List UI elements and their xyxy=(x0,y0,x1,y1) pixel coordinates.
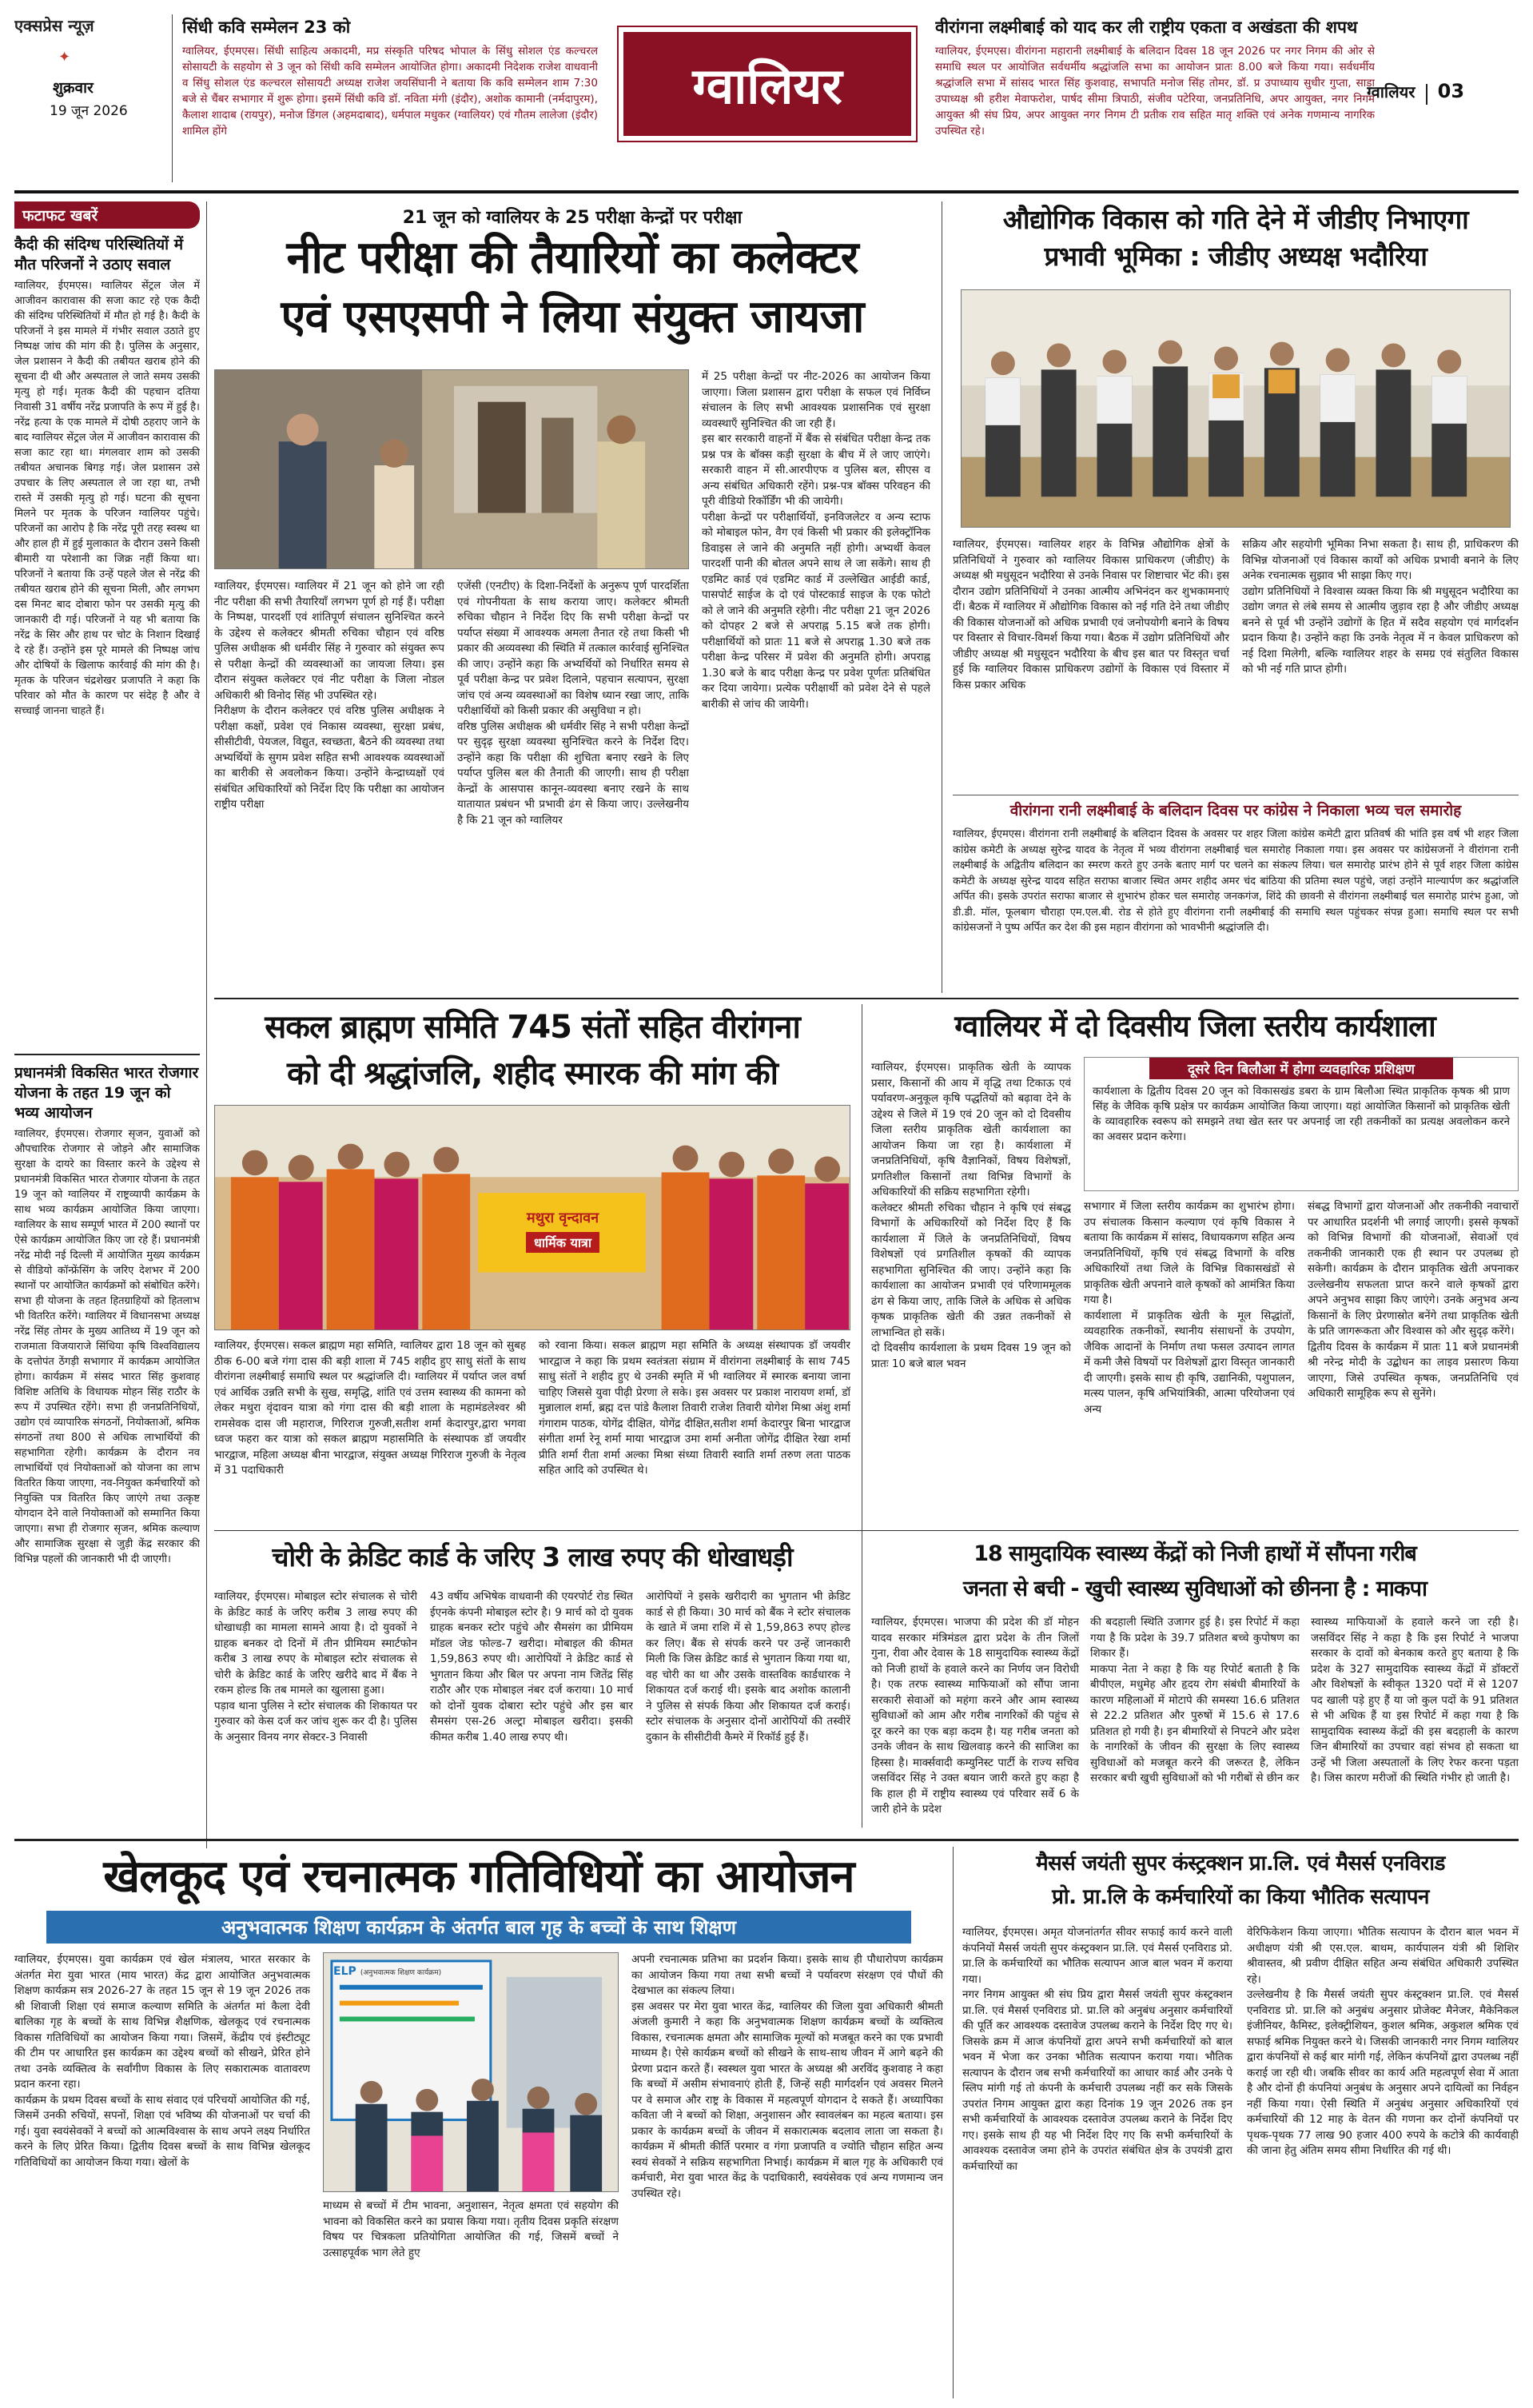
workshop-subhead-box xyxy=(1084,1057,1519,1191)
sidebar-header xyxy=(14,201,200,229)
gda-headline-line1: औद्योगिक विकास को गति देने में जीडीए निभाएगा xyxy=(1002,204,1469,235)
credit-story xyxy=(214,1537,850,1832)
center-rule-bottom xyxy=(953,1847,954,2398)
health-headline-line2: जनता से बची - खुची स्वास्थ्य सुविधाओं को छीनना है : माकपा xyxy=(963,1577,1427,1601)
jayanti-column-2: वेरिफिकेशन किया जाएगा। भौतिक सत्यापन के दौरान बाल भवन में अधीक्षण यंत्री श्री एस.एल. बाथम, कार्यपालन यंत्री श्री शिशिर श्रीवास्तव, श्री प्रवीण दीक्षित सहित अन्य संबंधित अधिकारी उपस्थित रहे। उल्लेखनीय है कि मैसर्स जयंती सुपर कंस्ट्रक्शन प्रा.लि. एवं मैसर्स एनविराड प्रो. प्रा.लि को अनुबंध अनुसार प्रोजेक्ट मैनेजर, मैकेनिकल इंजीनियर, कैमिस्ट, इलेक्ट्रीशियन, कुशल श्रमिक, अकुशल श्रमिक एवं सफाई श्रमिक नियुक्त करने थे। जिसकी जानकारी नगर निगम ग्वालियर द्वारा कंपनियों से कई बार मांगी गई, लेकिन कंपनियों द्वारा उपलब्ध नहीं कराई जा रही थी। जबकि सीवर का कार्य अति महत्वपूर्ण सेवा में आता है और दोनों ही कंपनियां अनुबंध के अनुसार अपने दायित्वों का निर्वहन नहीं किया गया। ऐसी स्थिति में अनुबंध अनुसार अधिकारियों एवं कर्मचारियों की 12 माह के वेतन की गणना कर दोनों कंपनियों पर पृथक-पृथक 77 लाख 90 हजार 400 रुपये के कटोत्रे की कार्यवाही की जाना हेतु अंतिम समय सीमा निर्धारित की गई थी। xyxy=(1247,1926,1519,2157)
health-column-2: की बदहाली स्थिति उजागर हुई है। इस रिपोर्ट में कहा गया है कि प्रदेश के 39.7 प्रतिशत बच्चे कुपोषण का शिकार हैं। माकपा नेता ने कहा है कि यह रिपोर्ट बताती है कि बीपीएल, मधुमेह और हृदय रोग संबंधी बीमारियों के कारण महिलाओं में मोटापे की समस्या 16.6 प्रतिशत से 22.2 प्रतिशत और पुरुषों में 15.6 से 17.6 प्रतिशत हो गयी है। इन बीमारियों से निपटने और प्रदेश के नागरिकों के जीवन की सुरक्षा के लिए स्वास्थ्य सुविधाओं को मजबूत करने की जरूरत है, लेकिन सरकार बची खुची सुविधाओं को भी गरीबों से छीन कर xyxy=(1090,1616,1300,1784)
workshop-lead-column: ग्वालियर, ईएमएस। प्राकृतिक खेती के व्यापक प्रसार, किसानों की आय में वृद्धि तथा टिकाऊ एवं पर्यावरण-अनुकूल कृषि पद्धतियों को बढ़ावा देने के उद्देश्य से जिले में 19 एवं 20 जून को दो दिवसीय जिला स्तरीय प्राकृतिक खेती कार्यशाला का आयोजन किया जा रहा है। कार्यशाला में जनप्रतिनिधियों, कृषि वैज्ञानिकों, विषय विशेषज्ञों, प्रगतिशील किसानों तथा विभिन्न विभागों के अधिकारियों की सक्रिय सहभागिता रहेगी। कलेक्टर श्रीमती रुचिका चौहान ने कृषि एवं संबद्ध विभागों के अधिकारियों को निर्देश दिए हैं कि कार्यशाला में जिले के जनप्रतिनिधियों, विषय विशेषज्ञों एवं प्रगतिशील कृषकों की व्यापक सहभागिता सुनिश्चित की जाए। उन्होंने कहा कि कार्यशाला का आयोजन प्रभावी एवं परिणाममूलक ढंग से किया जाए, ताकि जिले के अधिक से अधिक कृषक प्राकृतिक खेती की उन्नत तकनीकों से लाभान्वित हो सकें। दो दिवसीय कार्यशाला के प्रथम दिवस 19 जून को प्रातः 10 बजे बाल भवन xyxy=(871,1061,1071,1370)
neet-headline-line2: एवं एसएसपी ने लिया संयुक्त जायजा xyxy=(281,291,864,343)
teaser-left xyxy=(182,16,598,184)
sports-story xyxy=(14,1847,943,2398)
brahmin-banner-line1: मथुरा वृन्दावन xyxy=(526,1210,599,1226)
masthead-date: 19 जून 2026 xyxy=(50,103,128,119)
page-number: 03 xyxy=(1437,80,1465,102)
gda-story xyxy=(953,201,1519,791)
congress-story xyxy=(953,799,1519,991)
brahmin-banner-line2: धार्मिक यात्रा xyxy=(526,1232,599,1253)
page-marker xyxy=(1367,80,1527,112)
credit-headline: चोरी के क्रेडिट कार्ड के जरिए 3 लाख रुपए की धोखाधड़ी xyxy=(272,1541,793,1573)
masthead-divider xyxy=(172,14,173,182)
sports-column-2: माध्यम से बच्चों में टीम भावना, अनुशासन, नेतृत्व क्षमता एवं सहयोग की भावना को विकसित करने का प्रयास किया गया। तृतीय दिवस प्रकृति संरक्षण विषय पर चित्रकला प्रतियोगिता आयोजित की गई, जिसमें बच्चों ने उत्साहपूर्वक भाग लेते हुए xyxy=(323,2199,619,2259)
gda-headline-line2: प्रभावी भूमिका : जीडीए अध्यक्ष भदौरिया xyxy=(1044,241,1427,272)
brand-block xyxy=(14,14,158,174)
congress-text: ग्वालियर, ईएमएस। वीरांगना रानी लक्ष्मीबाई के बलिदान दिवस के अवसर पर शहर जिला कांग्रेस कमेटी द्वारा प्रतिवर्ष की भांति इस वर्ष भी शहर जिला कांग्रेस कमेटी के अध्यक्ष सुरेन्द्र यादव के नेतृत्व में भव्य वीरांगना लक्ष्मीबाई चल समारोह निकाला गया। इस अवसर पर कांग्रेसजनों ने वीरांगना रानी लक्ष्मीबाई के अद्वितीय बलिदान का स्मरण करते हुए उनके बताए मार्ग पर चलने का संकल्प लिया। चल समारोह प्रारंभ होने से पूर्व शहर जिला कांग्रेस कमेटी के अध्यक्ष सुरेन्द्र यादव सहित सराफा बाजार स्थित अमर शहीद अमर चंद बांठिया की प्रतिमा स्थल पहुंचे, जहां उन्होंने माल्यार्पण कर श्रद्धांजलि अर्पित की। इसके उपरांत सराफा बाजार से शुभारंभ होकर चल समारोह जनकगंज, शिंदे की छावनी से वीरांगना लक्ष्मीबाई चल समारोह प्रारंभ हुआ, जो डी.डी. मॉल, फूलबाग चौराहा एम.एल.बी. रोड से होते हुए वीरांगना रानी लक्ष्मीबाई की समाधि स्थल पहुंचकर संपन्न हुआ। समाधि स्थल पर सभी कांग्रेसजनों ने पुष्प अर्पित कर देश की इस महान वीरांगना को भावभीनी श्रद्धांजलि दी। xyxy=(953,828,1519,934)
brahmin-headline-line1: सकल ब्राह्मण समिति 745 संतों सहित वीरांगना xyxy=(265,1009,800,1046)
jayanti-story xyxy=(962,1847,1519,2398)
sports-subheadline-band xyxy=(46,1911,911,1944)
sports-column-3: अपनी रचनात्मक प्रतिभा का प्रदर्शन किया। इसके साथ ही पौधारोपण कार्यक्रम का आयोजन किया गया तथा सभी बच्चों ने पर्यावरण संरक्षण एवं पौधों की देखभाल का संकल्प लिया। इस अवसर पर मेरा युवा भारत केंद्र, ग्वालियर की जिला युवा अधिकारी श्रीमती अंजली कुमारी ने कहा कि अनुभवात्मक शिक्षण कार्यक्रम बच्चों के व्यक्तित्व विकास, रचनात्मक क्षमता और सामाजिक मूल्यों को मजबूत करने का एक प्रभावी माध्यम है। ऐसे कार्यक्रम बच्चों को सीखने के साथ-साथ जीवन में आगे बढ़ने की प्रेरणा प्रदान करते हैं। स्वस्थल युवा भारत के अध्यक्ष श्री अरविंद कुशवाह ने कहा कि बच्चों में असीम संभावनाएं होती हैं, जिन्हें सही मार्गदर्शन एवं अवसर मिलने पर वे समाज और राष्ट्र के विकास में महत्वपूर्ण योगदान दे सकते हैं। अध्यापिका कविता जी ने बच्चों को शिक्षा, अनुशासन और स्वावलंबन का महत्व बताया। इस प्रकार के कार्यक्रम बच्चों के जीवन में सकारात्मक बदलाव लाता जा सकता है। कार्यक्रम में श्रीमती कीर्ति परमार व गंगा प्रजापति व ज्योति चौहान सहित अन्य स्वयं सेवकों ने सक्रिय सहभागिता निभाई। कार्यक्रम में बाल गृह के अधिकारी एवं कर्मचारी, मेरा युवा भारत केंद्र के पदाधिकारी, स्वयंसेवक एवं अन्य गणमान्य जन उपस्थित रहे। xyxy=(631,1953,943,2200)
sidebar-header-label: फटाफट खबरें xyxy=(22,207,98,225)
sidebar-story1-text: ग्वालियर, ईएमएस। ग्वालियर सेंट्रल जेल में आजीवन कारावास की सजा काट रहे एक कैदी की संदिग्ध परिस्थितियों में मौत हो गई है। कैदी के परिजनों ने इस मामले में गंभीर सवाल उठाते हुए निष्पक्ष जांच की मांग की है। पुलिस के अनुसार, जेल प्रशासन ने कैदी की तबीयत खराब होने की सूचना दी थी और अस्पताल ले जाते समय उसकी मृत्यु हो गई। मृतक कैदी की पहचान दतिया निवासी 31 वर्षीय नरेंद्र प्रजापति के रूप में हुई है। नरेंद्र हत्या के एक मामले में दोषी ठहराए जाने के बाद ग्वालियर सेंट्रल जेल में आजीवन कारावास की सजा काट रहा था। मंगलवार शाम को उसकी तबीयत अचानक बिगड़ गई। जेल प्रशासन उसे उपचार के लिए अस्पताल ले जा रहा था, तभी रास्ते में उसकी मृत्यु हो गई। घटना की सूचना मिलने पर मृतक के परिजन ग्वालियर पहुंचे। परिजनों का आरोप है कि नरेंद्र पूरी तरह स्वस्थ था और हाल ही में हुई मुलाकात के दौरान उसने किसी बीमारी या परेशानी का जिक्र नहीं किया था। परिजनों ने बताया कि उन्हें पहले जेल से नरेंद्र की तबीयत खराब होने की सूचना मिली, और लगभग दस मिनट बाद दोबारा फोन पर उसकी मृत्यु की जानकारी दी गई। परिजनों ने यह भी बताया कि नरेंद्र के सिर और हाथ पर चोट के निशान दिखाई दे रहे हैं। उन्होंने इस पूरे मामले की निष्पक्ष जांच और दोषियों के खिलाफ कार्रवाई की मांग की है। मृतक के परिजन चंद्रशेखर प्रजापति ने कहा कि परिवार को मौत के कारण पर संदेह है और वे सच्चाई जानना चाहते हैं। xyxy=(14,280,200,717)
sidebar-story2-text: ग्वालियर, ईएमएस। रोजगार सृजन, युवाओं को औपचारिक रोजगार से जोड़ने और सामाजिक सुरक्षा के दायरे का विस्तार करने के उद्देश्य से प्रधानमंत्री विकसित भारत रोजगार योजना के तहत 19 जून को ग्वालियर में राष्ट्रव्यापी कार्यक्रम के साथ भव्य कार्यक्रम आयोजित किया जाएगा। ग्वालियर के साथ सम्पूर्ण भारत में 200 स्थानों पर ऐसे कार्यक्रम आयोजित किए जा रहे हैं। प्रधानमंत्री नरेंद्र मोदी नई दिल्ली में आयोजित मुख्य कार्यक्रम से वीडियो कॉन्फ्रेंसिंग के जरिए देशभर में 200 स्थानों पर आयोजित कार्यक्रमों को संबोधित करेंगे। सभा ही योजना के तहत हितग्राहियों को हितलाभ भी वितरित करेंगे। ग्वालियर में विधानसभा अध्यक्ष नरेंद्र सिंह तोमर के मुख्य आतिथ्य में 19 जून को राजमाता विजयाराजे सिंधिया कृषि विश्वविद्यालय के दत्तोपंत ठेंगड़ी सभागार में कार्यक्रम आयोजित होगा। कार्यक्रम में संसद भारत सिंह कुशवाह विशिष्ट अतिथि के विधायक मोहन सिंह राठौर के रूप में उपस्थित रहेंगे। सभा ही जनप्रतिनिधियों, उद्योग एवं व्यापारिक संगठनों, नियोक्ताओं, श्रमिक संगठनों तथा 800 से अधिक लाभार्थियों की सहभागिता रहेगी। कार्यक्रम के दौरान नव लाभार्थियों एवं नियोक्ताओं को योजना का लाभ वितरित किया जाएगा, नव-नियुक्त कर्मचारियों को नियुक्ति पत्र वितरित किए जाएंगे तथा उत्कृष्ट योगदान देने वाले नियोक्ताओं को सम्मानित किया जाएगा। सभा ही रोजगार सृजन, श्रमिक कल्याण और सामाजिक सुरक्षा से जुड़ी केंद्र सरकार की विभिन्न पहलों की जानकारी भी दी जाएगी। xyxy=(14,1128,200,1565)
teaser-left-text: ग्वालियर, ईएमएस। सिंधी साहित्य अकादमी, मप्र संस्कृति परिषद भोपाल के सिंधु सोशल एंड कल्चरल सोसायटी के सहयोग से 3 जून को सिंधी कवि सम्मेलन आयोजित होगा। अकादमी निदेशक राजेश वाधवानी व सिंधु सोशल एंड कल्चरल सोसायटी अध्यक्ष राजेश जयसिंघानी ने बताया कि कवि सम्मेलन शाम 7:30 बजे से चैंबर सभागार में शुरू होगा। इसमें सिंधी कवि डॉ. नविता मंगी (इंदौर), अशोक कामानी (नर्मदापुरम), कैलाश शादाब (रायपुर), मनोज डिंगल (अहमदाबाद), धर्मपाल मधुकर (ग्वालियर) एवं गौतम लालेजा (इंदौर) शामिल होंगे xyxy=(182,45,598,138)
sidebar xyxy=(14,201,200,1848)
neet-story xyxy=(214,201,930,993)
brahmin-photo xyxy=(214,1105,850,1330)
health-column-3: स्वास्थ्य माफियाओं के हवाले करने जा रही है। जसविंदर सिंह ने कहा है कि इस रिपोर्ट ने भाजपा सरकार के दावों को बेनकाब करते हुए बताया है कि प्रदेश के 327 सामुदायिक स्वास्थ्य केंद्रों में डॉक्टरों और विशेषज्ञों के स्वीकृत 1320 पदों में से 1207 पद खाली पड़े हुए हैं या जो कुल पदों के 91 प्रतिशत से भी अधिक हैं या इस रिपोर्ट में कहा गया है कि सामुदायिक स्वास्थ्य केंद्रों की इस बदहाली के कारण जिन बीमारियों का उपचार वहां संभव हो सकता था उन्हें भी जिला अस्पतालों के लिए रेफर करना पड़ता है। जिस कारण मरीजों की स्थिति गंभीर हो जाती है। xyxy=(1311,1616,1519,1784)
city-title: ग्वालियर xyxy=(692,57,842,115)
workshop-subheadline: दूसरे दिन बिलौआ में होगा व्यवहारिक प्रशिक्षण xyxy=(1149,1058,1453,1079)
workshop-column-2: सभागार में जिला स्तरीय कार्यक्रम का शुभारंभ होगा। उप संचालक किसान कल्याण एवं कृषि विकास ने बताया कि कार्यक्रम में सांसद, विधायकगण सहित अन्य जनप्रतिनिधियों, कृषि एवं संबद्ध विभागों के वरिष्ठ अधिकारियों तथा जिले के विभिन्न विकासखंडों से प्राकृतिक खेती अपनाने वाले कृषकों को आमंत्रित किया गया है। कार्यशाला में प्राकृतिक खेती के मूल सिद्धांतों, व्यवहारिक तकनीकों, स्थानीय संसाधनों के उपयोग, जैविक आदानों के निर्माण तथा फसल उत्पादन लागत में कमी जैसे विषयों पर विशेषज्ञों द्वारा विस्तृत जानकारी दी जाएगी। इसके साथ ही कृषि, उद्यानिकी, पशुपालन, मत्स्य पालन, कृषि अभियांत्रिकी, आत्मा परियोजना एवं अन्य xyxy=(1084,1200,1295,1416)
gda-photo xyxy=(961,289,1511,528)
workshop-box-text: कार्यशाला के द्वितीय दिवस 20 जून को विकासखंड डबरा के ग्राम बिलौआ स्थित प्राकृतिक कृषक श्री प्राण सिंह के जैविक कृषि प्रक्षेत्र पर कार्यक्रम आयोजित किया जाएगा। यहां आयोजित किसानों को प्राकृतिक खेती के व्यावहारिक स्वरूप को समझने तथा खेत स्तर पर अपनाई जा रही तकनीकों का प्रत्यक्ष अवलोकन करने का अवसर प्रदान करेगा। xyxy=(1093,1085,1510,1143)
sports-subheadline: अनुभवात्मक शिक्षण कार्यक्रम के अंतर्गत बाल गृह के बच्चों के साथ शिक्षण xyxy=(221,1916,736,1939)
neet-column-2: एजेंसी (एनटीए) के दिशा-निर्देशों के अनुरूप पूर्ण पारदर्शिता एवं गोपनीयता के साथ कराया जाए। कलेक्टर श्रीमती रुचिका चौहान ने निर्देश दिए कि सभी परीक्षा केन्द्रों पर पर्याप्त संख्या में आवश्यक अमला तैनात रहे तथा किसी भी प्रकार की अव्यवस्था की स्थिति में तत्काल कार्रवाई सुनिश्चित की जाए। उन्होंने कहा कि अभ्यर्थियों को निर्धारित समय से पूर्व परीक्षा केन्द्र पर प्रवेश दिलाने, पहचान सत्यापन, सुरक्षा जांच एवं अन्य व्यवस्थाओं का विशेष ध्यान रखा जाए, ताकि परीक्षार्थियों को किसी प्रकार की असुविधा न हो। वरिष्ठ पुलिस अधीक्षक श्री धर्मवीर सिंह ने सभी परीक्षा केन्द्रों पर सुदृढ़ सुरक्षा व्यवस्था सुनिश्चित करने के निर्देश दिए। उन्होंने कहा कि परीक्षा की शुचिता बनाए रखने के लिए पर्याप्त पुलिस बल की तैनाती की जाएगी। साथ ही परीक्षा केन्द्रों के आसपास कानून-व्यवस्था बनाए रखने के साथ यातायात प्रबंधन भी प्रभावी ढंग से किया जाए। उल्लेखनीय है कि 21 जून को ग्वालियर xyxy=(457,580,689,827)
sidebar-rule xyxy=(206,201,207,1848)
health-headline-line1: 18 सामुदायिक स्वास्थ्य केंद्रों को निजी हाथों में सौंपना गरीब xyxy=(974,1541,1416,1566)
credit-column-2: 43 वर्षीय अभिषेक वाधवानी की एयरपोर्ट रोड स्थित ईएनके कंपनी मोबाइल स्टोर है। 9 मार्च को दो युवक ग्राहक बनकर स्टोर पहुंचे और सैमसंग का प्रीमियम मॉडल जेड फोल्ड-7 खरीदा। मोबाइल की कीमत 1,59,863 रुपए थी। आरोपियों ने क्रेडिट कार्ड से भुगतान किया और बिल पर अपना नाम जितेंद्र सिंह राठौर और एक मोबाइल नंबर दर्ज कराया। 10 मार्च को दोनों युवक दोबारा स्टोर पहुंचे और इस बार सैमसंग एस-26 अल्ट्रा मोबाइल खरीदा। इसकी कीमत करीब 1.40 लाख रुपए थी। xyxy=(430,1590,633,1744)
masthead-bottom-rule xyxy=(14,190,1519,193)
workshop-headline: ग्वालियर में दो दिवसीय जिला स्तरीय कार्यशाला xyxy=(954,1009,1435,1043)
sidebar-story2-title: प्रधानमंत्री विकसित भारत रोजगार योजना के तहत 19 जून को भव्य आयोजन xyxy=(14,1064,199,1122)
sports-poster-title: ELP xyxy=(333,1965,356,1978)
teaser-right-title: वीरांगना लक्ष्मीबाई को याद कर ली राष्ट्रीय एकता व अखंडता की शपथ xyxy=(935,18,1358,37)
credit-column-3: आरोपियों ने इसके खरीदारी का भुगतान भी क्रेडिट कार्ड से ही किया। 30 मार्च को बैंक ने स्टोर संचालक के खाते में जमा राशि में से 1,59,863 रुपए होल्ड कर लिए। बैंक से संपर्क करने पर उन्हें जानकारी मिली कि जिस क्रेडिट कार्ड से भुगतान किया गया था, वह चोरी का था और उसके वास्तविक कार्डधारक ने शिकायत दर्ज कराई थी। इसके बाद अशोक कालानी ने पुलिस से संपर्क किया और शिकायत दर्ज कराई। स्टोर संचालक के अनुसार दोनों आरोपियों की तस्वीरें दुकान के सीसीटीवी कैमरे में रिकॉर्ड हुई हैं। xyxy=(646,1590,850,1744)
brahmin-column-1: ग्वालियर, ईएमएस। सकल ब्राह्मण महा समिति, ग्वालियर द्वारा 18 जून को सुबह ठीक 6-00 बजे गंगा दास की बड़ी शाला में 745 शहीद हुए साधु संतों के साथ वीरांगना लक्ष्मीबाई समाधि स्थल पर श्रद्धांजलि दी। ग्वालियर में पर्याप्त जल वर्षा एवं आर्थिक उन्नति सभी के सुख, समृद्धि, शांति एवं उत्तम स्वास्थ्य की कामना को लेकर मथुरा वृंदावन यात्रा को गंगा दास की बड़ी शाला के महामंडलेश्वर श्री रामसेवक दास जी महाराज, गिरिराज गुरुजी,सतीश शर्मा केदारपुर,द्वारा भगवा ध्वज फहरा कर यात्रा को सकल ब्राह्मण महासमिति के संस्थापक डॉ जयवीर भारद्वाज, महिला अध्यक्ष बीना भारद्वाज, संयुक्त अध्यक्ष गिरिराज गुरुजी के नेतृत्व में 31 पदाधिकारी xyxy=(214,1339,526,1477)
jayanti-headline-line2: प्रो. प्रा.लि के कर्मचारियों का किया भौतिक सत्यापन xyxy=(1052,1885,1429,1909)
neet-headline-line1: नीट परीक्षा की तैयारियों का कलेक्टर xyxy=(286,232,858,284)
masthead-day: शुक्रवार xyxy=(53,79,94,97)
health-story xyxy=(871,1537,1519,1832)
workshop-story xyxy=(871,1004,1519,1525)
page-number-divider xyxy=(1426,84,1427,105)
sidebar-divider xyxy=(14,1054,200,1055)
jayanti-headline-line1: मैसर्स जयंती सुपर कंस्ट्रक्शन प्रा.लि. एवं मैसर्स एनविराड xyxy=(1036,1852,1445,1876)
teaser-left-title: सिंधी कवि सम्मेलन 23 को xyxy=(182,18,351,37)
health-column-1: ग्वालियर, ईएमएस। भाजपा की प्रदेश की डॉ मोहन यादव सरकार मंत्रिमंडल द्वारा प्रदेश के तीन जिलों गुना, रीवा और देवास के 18 सामुदायिक स्वास्थ्य केंद्रों को निजी हाथों के हवाले करने का निर्णय जन विरोधी है। एक तरफ स्वास्थ्य माफियाओं को सौंपा जाना सरकारी सेवाओं को महंगा करने और आम स्वास्थ्य सुविधाओं को आम और गरीब नागरिकों की पहुंच से दूर करने का एक बड़ा कदम है। यह गरीब जनता को उनके जीवन के साथ खिलवाड़ करने की साजिश का हिस्सा है। मार्क्सवादी कम्युनिस्ट पार्टी के राज्य सचिव जसविंदर सिंह ने उक्त बयान जारी करते हुए कहा है कि हाल ही में राष्ट्रीय स्वास्थ्य एवं परिवार सर्वे 6 के जारी होने के प्रदेश xyxy=(871,1616,1079,1816)
gda-column-2: सक्रिय और सहयोगी भूमिका निभा सकता है। साथ ही, प्राधिकरण की विभिन्न योजनाओं एवं विकास कार्यों को अधिक प्रभावी बनाने के लिए अनेक रचनात्मक सुझाव भी साझा किए गए। उद्योग प्रतिनिधियों ने विश्वास व्यक्त किया कि श्री मधुसूदन भदौरिया का उद्योग जगत से लंबे समय से आत्मीय जुड़ाव रहा है और जीडीए अध्यक्ष बनने से पूर्व भी उन्होंने उद्योगों के हित में सदैव सहयोग एवं मार्गदर्शन प्रदान किया है। उन्होंने कहा कि उनके नेतृत्व में न केवल प्राधिकरण को नई दिशा मिलेगी, बल्कि ग्वालियर शहर के समग्र एवं संतुलित विकास को भी नई गति प्राप्त होगी। xyxy=(1242,538,1519,676)
workshop-column-3: संबद्ध विभागों द्वारा योजनाओं और तकनीकी नवाचारों पर आधारित प्रदर्शनी भी लगाई जाएगी। इससे कृषकों को विभिन्न विभागों की योजनाओं, सेवाओं एवं तकनीकी जानकारी एक ही स्थान पर उपलब्ध हो सकेगी। कार्यक्रम के दौरान प्राकृतिक खेती अपनाकर उल्लेखनीय सफलता प्राप्त करने वाले कृषकों द्वारा अपने अनुभव साझा किए जाएंगे। उनके अनुभव अन्य किसानों के लिए प्रेरणास्रोत बनेंगे तथा प्राकृतिक खेती के प्रति जागरूकता और विश्वास को और सुदृढ़ करेंगे। द्वितीय दिवस के कार्यक्रम में प्रातः 11 बजे प्रधानमंत्री श्री नरेन्द्र मोदी के उद्बोधन का लाइव प्रसारण किया जाएगा, जिसे उपस्थित कृषक, जनप्रतिनिधि एवं अधिकारी सामूहिक रूप से सुनेंगे। xyxy=(1308,1200,1519,1400)
neet-kicker: 21 जून को ग्वालियर के 25 परीक्षा केन्द्रों पर परीक्षा xyxy=(402,208,743,228)
sports-column-1: ग्वालियर, ईएमएस। युवा कार्यक्रम एवं खेल मंत्रालय, भारत सरकार के अंतर्गत मेरा युवा भारत (माय भारत) केंद्र द्वारा आयोजित अनुभवात्मक शिक्षण कार्यक्रम सत्र 2026-27 के तहत 15 जून से 19 जून 2026 तक श्री शिवाजी शिक्षा एवं समाज कल्याण समिति के अंतर्गत मां कैला देवी बालिका गृह के बच्चों के साथ विभिन्न शैक्षणिक, खेलकूद एवं रचनात्मक विकास गतिविधियों का आयोजन किया गया। जिसमें, केंद्रीय एवं इंस्टीट्यूट की टीम पर आधारित इस कार्यक्रम का उद्देश्य बच्चों को सीखने, प्रेरित होने तथा उनके व्यक्तित्व के सर्वांगीण विकास के लिए सकारात्मक वातावरण प्रदान करना रहा। कार्यक्रम के प्रथम दिवस बच्चों के साथ संवाद एवं परिचयों आयोजित की गई, जिसमें उनकी रुचियों, सपनों, शिक्षा एवं भविष्य की योजनाओं पर चर्चा की गई। युवा स्वयंसेवकों ने बच्चों को आत्मविश्वास के साथ अपने लक्ष्य निर्धारित करने के लिए प्रेरित किया। द्वितीय दिवस बच्चों के साथ विभिन्न खेलकूद गतिविधियों का आयोजन किया गया। खेलों के xyxy=(14,1953,310,2169)
credit-column-1: ग्वालियर, ईएमएस। मोबाइल स्टोर संचालक से चोरी के क्रेडिट कार्ड के जरिए करीब 3 लाख रुपए की धोखाधड़ी का मामला सामने आया है। दो युवकों ने ग्राहक बनकर दो दिनों में तीन प्रीमियम स्मार्टफोन करीब 3 लाख रुपए के मोबाइल स्टोर संचालक से चोरी के क्रेडिट कार्ड के जरिए खरीदे बाद में बैंक ने रकम होल्ड कि तब मामले का खुलासा हुआ। पड़ाव थाना पुलिस ने स्टोर संचालक की शिकायत पर गुरुवार को केस दर्ज कर जांच शुरू कर दी है। पुलिस के अनुसार विनय नगर सेक्टर-3 निवासी xyxy=(214,1590,417,1744)
row3-rule xyxy=(214,1530,1519,1531)
row4-rule xyxy=(14,1839,1519,1841)
neet-photo xyxy=(214,369,689,569)
sports-photo xyxy=(323,1952,619,2192)
gda-column-1: ग्वालियर, ईएमएस। ग्वालियर शहर के विभिन्न औद्योगिक क्षेत्रों के प्रतिनिधियों ने गुरुवार को ग्वालियर विकास प्राधिकरण (जीडीए) के अध्यक्ष श्री मधुसूदन भदौरिया से उनके निवास पर शिष्टाचार भेंट की। इस दौरान उद्योग प्रतिनिधियों ने उनका आत्मीय अभिनंदन कर शुभकामनाएं दीं। बैठक में ग्वालियर में औद्योगिक विकास को नई गति देने तथा जीडीए की विकास योजनाओं को अधिक प्रभावी एवं जनोपयोगी बनाने के विषय पर विस्तार से विचार-विमर्श किया गया। बैठक में उद्योग प्रतिनिधियों और जीडीए अध्यक्ष श्री मधुसूदन भदौरिया के बीच इस बात पर विस्तृत चर्चा हुई कि ग्वालियर विकास प्राधिकरण उद्योगों के विकास एवं विस्तार में किस प्रकार अधिक xyxy=(953,538,1229,692)
brahmin-story xyxy=(214,1004,850,1525)
row2-rule xyxy=(214,998,1519,999)
brahmin-column-2: को रवाना किया। सकल ब्राह्मण महा समिति के अध्यक्ष संस्थापक डॉ जयवीर भारद्वाज ने कहा कि प्रथम स्वतंत्रता संग्राम में वीरांगना लक्ष्मीबाई के साथ 745 साधु संतों ने शहीद हुए थे उनकी स्मृति में भी ग्वालियर में स्मारक बनाया जाना चाहिए जिससे युवा पीढ़ी प्रेरणा ले सके। इस अवसर पर प्रकाश नारायण शर्मा, डॉ मुन्नालाल शर्मा, ब्रह्म दत्त पांडे कैलाश तिवारी राजेश तिवारी योगेश मिश्रा अंशु शर्मा गंगाराम पाठक, योगेंद्र दीक्षित, योगेंद्र दीक्षित,सतीश शर्मा केदारपुर बिना भारद्वाज संगीता शर्मा रेनू शर्मा माया भारद्वाज उमा शर्मा अनीता जोगेंद्र दीक्षित रेखा शर्मा प्रीति शर्मा रीता शर्मा अल्का मिश्रा संध्या तिवारी स्वाति शर्मा तरुण लता पाठक सहित आदि को उपस्थित थे। xyxy=(539,1339,850,1477)
masthead xyxy=(0,0,1533,192)
jayanti-column-1: ग्वालियर, ईएमएस। अमृत योजनांतर्गत सीवर सफाई कार्य करने वाली कंपनियों मैसर्स जयंती सुपर कंस्ट्रक्शन प्रा.लि. एवं मैसर्स एनविराड प्रो. प्रा.लि के कर्मचारियों का भौतिक सत्यापन आज बाल भवन में कराया गया। नगर निगम आयुक्त श्री संघ प्रिय द्वारा मैसर्स जयंती सुपर कंस्ट्रक्शन प्रा.लि. एवं मैसर्स एनविराड प्रो. प्रा.लि को अनुबंध अनुसार कर्मचारियों की पूर्ति कर आवश्यक दस्तावेज उपलब्ध कराने के निर्देश दिए गए थे। जिसके क्रम में आज कंपनियों द्वारा अपने सभी कर्मचारियों को बाल भवन में भेजा कर उनका भौतिक सत्यापन कराया गया। भौतिक सत्यापन के दौरान जब सभी कर्मचारियों का आधार कार्ड और उनके पे स्लिप मांगी गई तो कंपनी के कर्मचारी उपलब्ध नहीं कर सके जिसके उपरांत निगम आयुक्त द्वारा कहा दिनांक 19 जून 2026 तक इन सभी कर्मचारियों के आवश्यक दस्तावेज उपलब्ध कराने के निर्देश दिए गए। इसके साथ ही यह भी निर्देश दिए गए कि सभी कर्मचारियों के आवश्यक दस्तावेज जमा होने के उपरांत संबंधित क्षेत्र के उपयंत्री द्वारा कर्मचारियों का xyxy=(962,1926,1232,2173)
sidebar-story1-title: कैदी की संदिग्ध परिस्थितियों में मौत परिजनों ने उठाए सवाल xyxy=(14,236,184,273)
sports-poster-sub: (अनुभवात्मक शिक्षण कार्यक्रम) xyxy=(360,1969,442,1977)
brahmin-banner xyxy=(479,1194,647,1274)
brand-name: एक्सप्रेस न्यूज़ xyxy=(14,16,94,35)
teaser-right xyxy=(935,16,1375,184)
congress-headline: वीरांगना रानी लक्ष्मीबाई के बलिदान दिवस पर कांग्रेस ने निकाला भव्य चल समारोह xyxy=(1009,802,1462,819)
brahmin-headline-line2: को दी श्रद्धांजलि, शहीद स्मारक की मांग की xyxy=(286,1055,778,1092)
sports-poster xyxy=(333,1963,490,1978)
sports-headline: खेलकूद एवं रचनात्मक गतिविधियों का आयोजन xyxy=(103,1851,854,1903)
brand-star-icon: ✦ xyxy=(58,49,71,66)
teaser-right-text: ग्वालियर, ईएमएस। वीरांगना महारानी लक्ष्मीबाई के बलिदान दिवस 18 जून 2026 पर नगर निगम की ओर से समाधि स्थल पर आयोजित सर्वधर्मीय श्रद्धांजलि सभा का आयोजन प्रातः 8.00 बजे किया गया। सर्वधर्मीय श्रद्धांजलि सभा में सांसद भारत सिंह कुशवाह, सभापति मनोज सिंह तोमर, डॉ. प्र उपाध्याय सुधीर गुप्ता, साडा उपाध्यक्ष श्री हरीश मेवाफरोश, पार्षद सीमा त्रिपाठी, संजीव पटेरिया, जनप्रतिनिधि, अपर आयुक्त, नगर निगम आयुक्त श्री संघ प्रिय, अपर आयुक्त नगर निगम टी प्रतीक राव सहित मातृ शक्ति एवं अनेक गणमान्य नागरिक उपस्थित रहे। xyxy=(935,45,1375,138)
city-title-box xyxy=(623,32,911,136)
page-label: ग्वालियर xyxy=(1367,82,1416,102)
neet-column-3: में 25 परीक्षा केन्द्रों पर नीट-2026 का आयोजन किया जाएगा। जिला प्रशासन द्वारा परीक्षा के सफल एवं निर्विघ्न संचालन के लिए सभी आवश्यक प्रशासनिक एवं सुरक्षा व्यवस्थाएँ सुनिश्चित की जा रही हैं। इस बार सरकारी वाहनों में बैंक से संबंधित परीक्षा केन्द्र तक प्रश्न पत्र के बॉक्स कड़ी सुरक्षा के बीच में ले जाए जाएंगे। सरकारी वाहन में सी.आरपीएफ व पुलिस बल, सीएस व अन्य संबंधित अधिकारी रहेंगे। प्रश्न-पत्र बॉक्स परिवहन की पूरी वीडियो रिकॉर्डिंग भी की जायेगी। परीक्षा केन्द्रों पर परीक्षार्थियों, इनविजलेटर व अन्य स्टाफ को मोबाइल फोन, वैग एवं किसी भी प्रकार की इलेक्ट्रॉनिक डिवाइस ले जाने की अनुमति नहीं होगी। अभ्यर्थी केवल पारदर्शी पानी की बोतल अपने साथ ले जा सकेंगे। साथ ही एडमिट कार्ड एवं एडमिट कार्ड में उल्लेखित आईडी कार्ड, पासपोर्ट साईज के दो एवं पोस्टकार्ड साइज के एक फोटो को ले जाने की अनुमति रहेगी। नीट परीक्षा 21 जून 2026 को दोपहर 2 बजे से अपराह्न 5.15 बजे तक होगी। परीक्षार्थियों को प्रातः 11 बजे से अपराह्न 1.30 बजे तक परीक्षा केन्द्र परिसर में प्रवेश की अनुमति होगी। अपराह्न 1.30 बजे के बाद परीक्षा केन्द्र पर प्रवेश पूर्णतः प्रतिबंधित कर दिया जायेगा। प्रत्येक परीक्षार्थी को प्रवेश देने से पहले बारीकी से जांच की जायेगी। xyxy=(702,370,930,711)
neet-column-1: ग्वालियर, ईएमएस। ग्वालियर में 21 जून को होने जा रही नीट परीक्षा की सभी तैयारियाँ लगभग पूर्ण हो गई हैं। परीक्षा के निष्पक्ष, पारदर्शी एवं शांतिपूर्ण संचालन सुनिश्चित करने के उद्देश्य से कलेक्टर श्रीमती रुचिका चौहान एवं वरिष्ठ पुलिस अधीक्षक श्री धर्मवीर सिंह ने गुरुवार को संयुक्त रूप से परीक्षा केन्द्रों की व्यवस्थाओं का जायजा लिया। इस दौरान संयुक्त कलेक्टर एवं नीट परीक्षा के जिला नोडल अधिकारी श्री विनोद सिंह भी उपस्थित रहे। निरीक्षण के दौरान कलेक्टर एवं वरिष्ठ पुलिस अधीक्षक ने परीक्षा कक्षों, प्रवेश एवं निकास व्यवस्था, सुरक्षा प्रबंध, सीसीटीवी, पेयजल, विद्युत, स्वच्छता, बैठने की व्यवस्था तथा अभ्यर्थियों के सुगम प्रवेश सहित सभी आवश्यक व्यवस्थाओं का बारीकी से अवलोकन किया। उन्होंने केन्द्राध्यक्षों एवं संबंधित अधिकारियों को निर्देश दिए कि परीक्षा का आयोजन राष्ट्रीय परीक्षा xyxy=(214,580,444,811)
